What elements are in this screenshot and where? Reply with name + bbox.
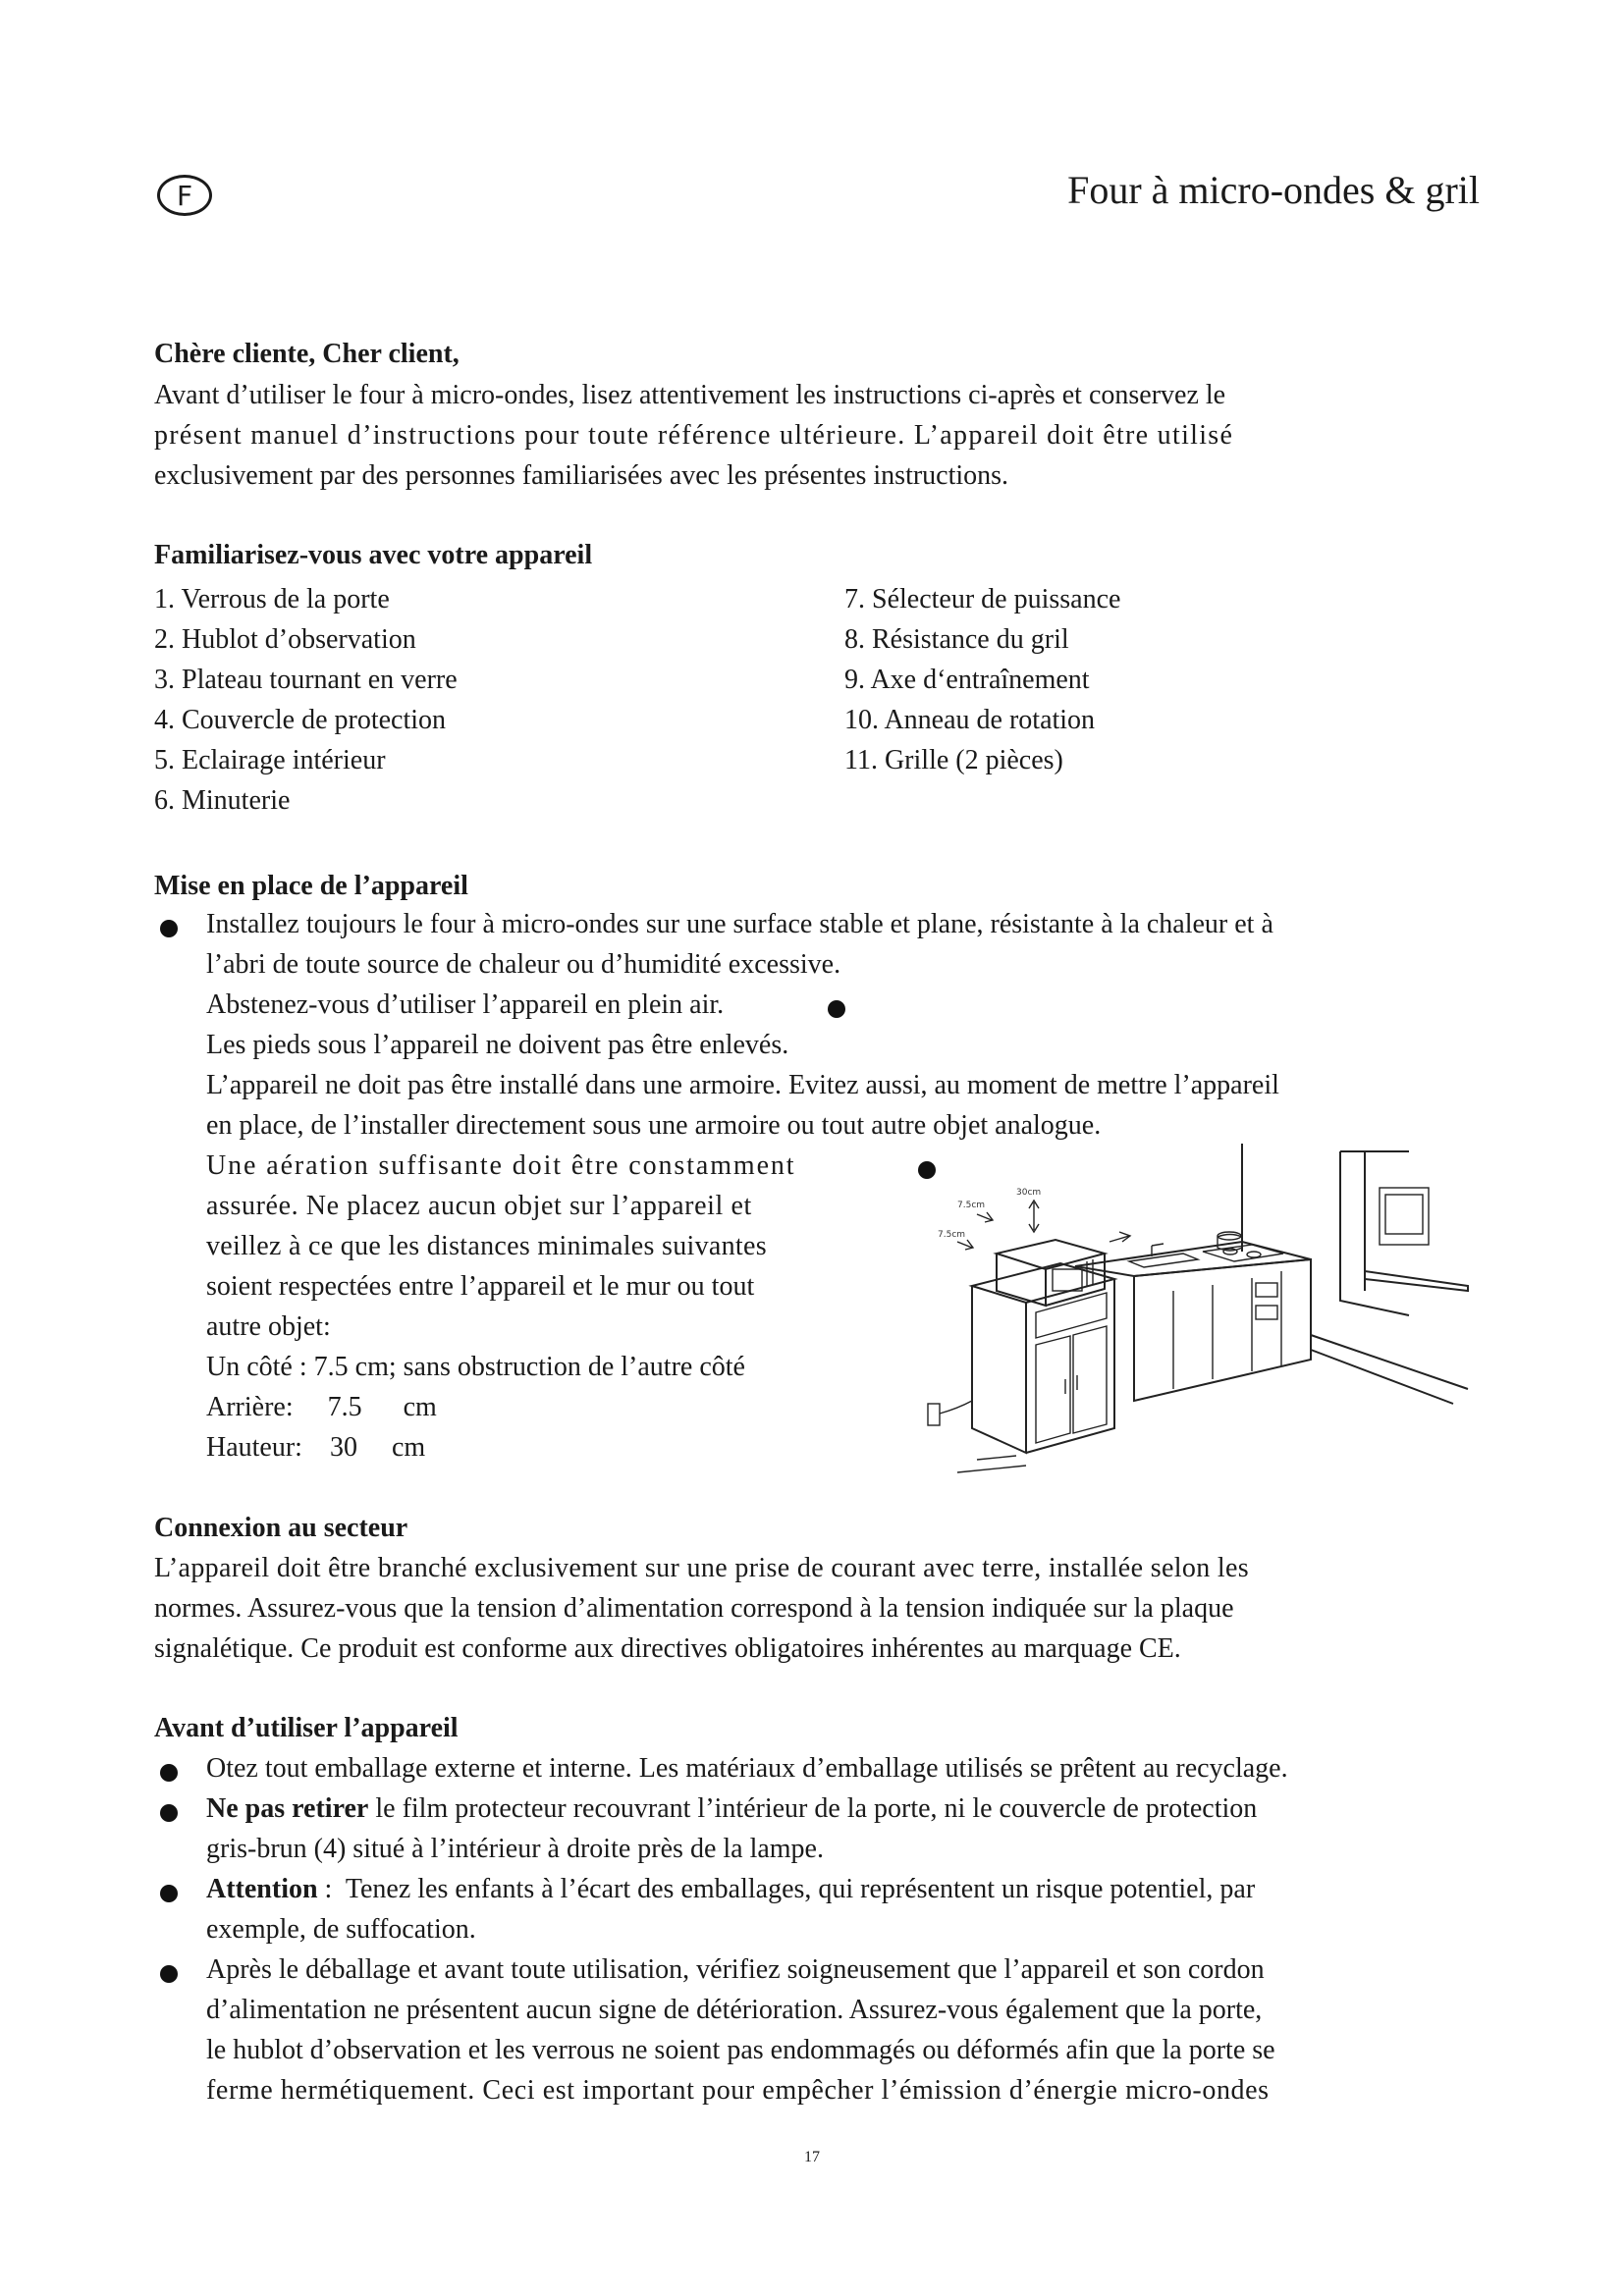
part-list-item: 7. Sélecteur de puissance <box>844 584 1121 614</box>
before-use-line: gris-brun (4) situé à l’intérieur à droite près de la lampe. <box>206 1834 824 1864</box>
language-badge-label: F <box>176 179 193 212</box>
aeration-line: veillez à ce que les distances minimales suivantes <box>206 1231 767 1261</box>
emphasis-text: Attention <box>206 1874 318 1904</box>
bullet-icon <box>160 1885 178 1902</box>
bullet-icon <box>160 1764 178 1782</box>
installation-line: en place, de l’installer directement sous une armoire ou tout autre objet analogue. <box>206 1110 1102 1141</box>
wall-base-line <box>1311 1335 1468 1389</box>
section-title-installation: Mise en place de l’appareil <box>154 871 468 901</box>
page-number: 17 <box>804 2149 820 2165</box>
label-side-clearance: 7.5cm <box>957 1201 986 1210</box>
bullet-icon <box>160 920 178 937</box>
before-use-line <box>206 1793 1257 1825</box>
installation-line: Les pieds sous l’appareil ne doivent pas être enlevés. <box>206 1030 789 1060</box>
window-outline <box>1340 1151 1468 1315</box>
part-list-item: 5. Eclairage intérieur <box>154 745 386 775</box>
before-use-text: : Tenez les enfants à l’écart des emballages, qui représentent un risque potentiel, par <box>317 1874 1256 1904</box>
label-back-clearance: 7.5cm <box>938 1230 966 1240</box>
before-use-line: d’alimentation ne présentent aucun signe de détérioration. Assurez-vous également que la porte, <box>206 1995 1263 2025</box>
part-list-item: 2. Hublot d’observation <box>154 624 416 655</box>
bullet-icon <box>828 1000 845 1018</box>
intro-line: Avant d’utiliser le four à micro-ondes, lisez attentivement les instructions ci-après et conservez le <box>154 380 1226 410</box>
before-use-line: Après le déballage et avant toute utilisation, vérifiez soigneusement que l’appareil et son cordon <box>206 1954 1265 1985</box>
installation-line: Installez toujours le four à micro-ondes sur une surface stable et plane, résistante à la chaleur et à <box>206 909 1273 939</box>
distance-line: Hauteur: 30 cm <box>206 1432 426 1463</box>
sink <box>1129 1244 1198 1267</box>
intro-line: présent manuel d’instructions pour toute référence ultérieure. L’appareil doit être utilisé <box>154 420 1234 451</box>
emphasis-text: Ne pas retirer <box>206 1793 369 1824</box>
aeration-line: Une aération suffisante doit être constamment <box>206 1150 796 1181</box>
before-use-line <box>206 1874 1255 1905</box>
page-title: Four à micro-ondes & gril <box>1067 168 1480 212</box>
intro-line: exclusivement par des personnes familiarisées avec les présentes instructions. <box>154 460 1009 491</box>
part-list-item: 1. Verrous de la porte <box>154 584 390 614</box>
kitchen-counter <box>1075 1242 1311 1401</box>
installation-line: l’abri de toute source de chaleur ou d’humidité excessive. <box>206 949 841 980</box>
part-list-item: 3. Plateau tournant en verre <box>154 665 458 695</box>
installation-line: Abstenez-vous d’utiliser l’appareil en plein air. <box>206 989 725 1020</box>
power-line: normes. Assurez-vous que la tension d’alimentation correspond à la tension indiquée sur la plaque <box>154 1593 1234 1624</box>
section-title-familiarize: Familiarisez-vous avec votre appareil <box>154 540 593 570</box>
installation-line: L’appareil ne doit pas être installé dans une armoire. Evitez aussi, au moment de mettre l’appareil <box>206 1070 1279 1100</box>
installation-diagram <box>918 1144 1488 1482</box>
wall-socket-icon <box>928 1401 972 1425</box>
before-use-line: ferme hermétiquement. Ceci est important pour empêcher l’émission d’énergie micro-ondes <box>206 2075 1270 2106</box>
aeration-line: assurée. Ne placez aucun objet sur l’appareil et <box>206 1191 752 1221</box>
before-use-text: le film protecteur recouvrant l’intérieur de la porte, ni le couvercle de protection <box>368 1793 1258 1824</box>
bullet-icon <box>160 1965 178 1983</box>
section-title-power: Connexion au secteur <box>154 1513 408 1543</box>
distance-line: Un côté : 7.5 cm; sans obstruction de l’autre côté <box>206 1352 745 1382</box>
power-line: L’appareil doit être branché exclusivement sur une prise de courant avec terre, installée selon les <box>154 1553 1250 1583</box>
label-top-clearance: 30cm <box>1016 1188 1042 1198</box>
part-list-item: 11. Grille (2 pièces) <box>844 745 1063 775</box>
language-badge-icon <box>157 175 212 216</box>
power-line: signalétique. Ce produit est conforme aux directives obligatoires inhérentes au marquage CE. <box>154 1633 1181 1664</box>
part-list-item: 9. Axe d‘entraînement <box>844 665 1090 695</box>
part-list-item: 4. Couvercle de protection <box>154 705 447 735</box>
part-list-item: 6. Minuterie <box>154 785 291 816</box>
distance-line: Arrière: 7.5 cm <box>206 1392 437 1422</box>
section-title-before-use: Avant d’utiliser l’appareil <box>154 1713 459 1743</box>
before-use-line: exemple, de suffocation. <box>206 1914 476 1945</box>
bullet-icon <box>160 1804 178 1822</box>
aeration-line: soient respectées entre l’appareil et le mur ou tout <box>206 1271 755 1302</box>
before-use-line: le hublot d’observation et les verrous ne soient pas endommagés ou déformés afin que la porte se <box>206 2035 1275 2065</box>
part-list-item: 10. Anneau de rotation <box>844 705 1096 735</box>
before-use-line: Otez tout emballage externe et interne. Les matériaux d’emballage utilisés se prêtent au recyclage. <box>206 1753 1288 1784</box>
aeration-line: autre objet: <box>206 1311 331 1342</box>
salutation: Chère cliente, Cher client, <box>154 339 460 369</box>
part-list-item: 8. Résistance du gril <box>844 624 1069 655</box>
